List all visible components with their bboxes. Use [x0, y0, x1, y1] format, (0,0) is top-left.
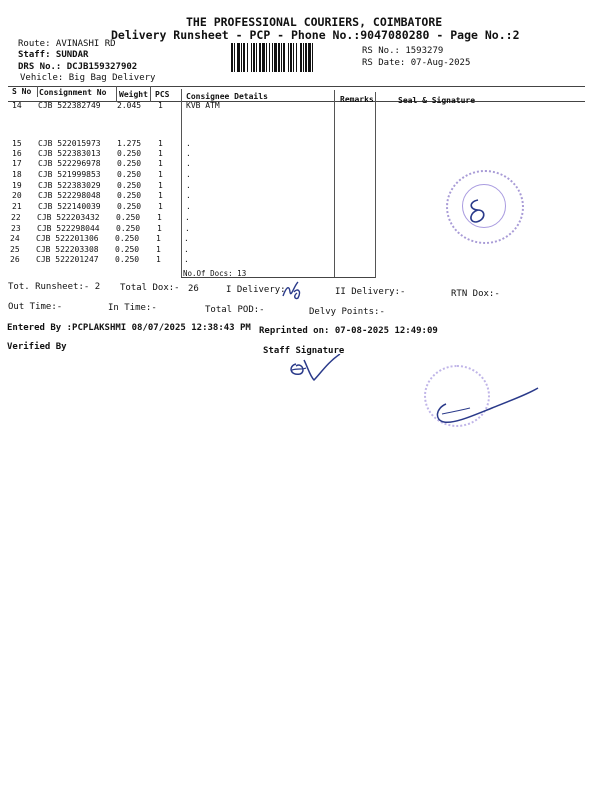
reprinted-on: Reprinted on: 07-08-2025 12:49:09	[259, 326, 438, 336]
row-consignee-details: .	[186, 202, 191, 211]
row-pcs: 1	[156, 245, 161, 254]
col-header-seal: Seal & Signature	[398, 96, 476, 105]
ii-delivery-label: II Delivery:-	[335, 287, 406, 297]
seal-signature-icon	[462, 196, 492, 226]
row-weight: 0.250	[116, 213, 141, 222]
i-delivery-label: I Delivery:	[226, 285, 286, 295]
col-header-remarks: Remarks	[340, 95, 374, 104]
row-consignee-details: .	[186, 159, 191, 168]
row-consignee-details: .	[186, 149, 191, 158]
entered-by: Entered By :PCPLAKSHMI 08/07/2025 12:38:43 PM	[7, 323, 251, 333]
row-sno: 26	[10, 255, 20, 264]
row-consignee-details: .	[186, 170, 191, 179]
row-sno: 24	[10, 234, 20, 243]
row-weight: 2.045	[117, 101, 142, 110]
row-weight: 0.250	[115, 255, 140, 264]
col-header-consignment: Consignment No	[39, 88, 107, 97]
row-sno: 21	[12, 202, 22, 211]
rs-number: RS No.: 1593279	[362, 46, 444, 56]
row-weight: 0.250	[117, 159, 142, 168]
row-consignee-details: .	[186, 191, 191, 200]
tot-runsheet: Tot. Runsheet:- 2	[8, 282, 101, 292]
vehicle-label: Vehicle: Big Bag Delivery	[20, 73, 156, 83]
row-consignment-no: CJB 522298044	[37, 224, 100, 233]
drs-number: DRS No.: DCJB159327902	[18, 62, 138, 72]
row-consignment-no: CJB 522383013	[38, 149, 101, 158]
row-pcs: 1	[156, 234, 161, 243]
row-consignment-no: CJB 521999853	[38, 170, 101, 179]
total-pod-label: Total POD:-	[205, 305, 265, 315]
col-header-weight: Weight	[119, 90, 148, 99]
row-weight: 0.250	[115, 245, 140, 254]
row-pcs: 1	[157, 213, 162, 222]
staff-signature-label: Staff Signature	[263, 346, 345, 356]
row-pcs: 1	[158, 170, 163, 179]
row-consignee-details: .	[186, 181, 191, 190]
row-consignment-no: CJB 522201306	[36, 234, 99, 243]
total-dox-value: 26	[188, 284, 199, 294]
row-weight: 0.250	[117, 181, 142, 190]
row-weight: 1.275	[117, 139, 142, 148]
row-weight: 0.250	[117, 202, 142, 211]
row-sno: 20	[12, 191, 22, 200]
table-row	[0, 101, 600, 112]
row-pcs: 1	[156, 255, 161, 264]
row-pcs: 1	[158, 101, 163, 110]
rs-date: RS Date: 07-Aug-2025	[362, 58, 471, 68]
row-consignment-no: CJB 522383029	[38, 181, 101, 190]
row-weight: 0.250	[116, 224, 141, 233]
verified-by: Verified By	[7, 342, 67, 352]
row-pcs: 1	[158, 181, 163, 190]
row-weight: 0.250	[115, 234, 140, 243]
row-consignment-no: CJB 522201247	[36, 255, 99, 264]
row-consignee-details: .	[184, 245, 189, 254]
row-pcs: 1	[158, 191, 163, 200]
row-weight: 0.250	[117, 149, 142, 158]
row-pcs: 1	[158, 149, 163, 158]
row-sno: 22	[11, 213, 21, 222]
table-row	[0, 159, 600, 170]
row-sno: 16	[12, 149, 22, 158]
barcode-image	[231, 43, 357, 72]
route-label: Route: AVINASHI RD	[18, 39, 116, 49]
row-sno: 23	[11, 224, 21, 233]
barcode-bar	[313, 43, 315, 72]
col-divider	[116, 86, 117, 102]
col-divider	[37, 86, 38, 97]
no-of-docs: No.Of Docs: 13	[183, 269, 247, 278]
row-weight: 0.250	[117, 191, 142, 200]
delvy-points-label: Delvy Points:-	[309, 307, 385, 317]
handwritten-mark-icon	[280, 278, 306, 302]
row-consignee-details: .	[185, 224, 190, 233]
staff-label: Staff: SUNDAR	[18, 50, 89, 60]
row-consignee-details: KVB ATM	[186, 101, 220, 110]
row-consignment-no: CJB 522296978	[38, 159, 101, 168]
col-header-consignee: Consignee Details	[186, 92, 268, 101]
row-consignment-no: CJB 522015973	[38, 139, 101, 148]
row-sno: 17	[12, 159, 22, 168]
row-pcs: 1	[158, 159, 163, 168]
row-pcs: 1	[158, 139, 163, 148]
row-sno: 19	[12, 181, 22, 190]
row-consignee-details: .	[185, 213, 190, 222]
row-consignee-details: .	[184, 255, 189, 264]
row-consignee-details: .	[184, 234, 189, 243]
row-sno: 15	[12, 139, 22, 148]
row-consignment-no: CJB 522203308	[36, 245, 99, 254]
company-title: THE PROFESSIONAL COURIERS, COIMBATORE	[186, 15, 443, 29]
row-consignment-no: CJB 522140039	[38, 202, 101, 211]
row-sno: 18	[12, 170, 22, 179]
row-consignment-no: CJB 522298048	[38, 191, 101, 200]
staff-signature-icon	[284, 354, 344, 386]
row-weight: 0.250	[117, 170, 142, 179]
second-signature-icon	[432, 386, 540, 426]
row-consignment-no: CJB 522382749	[38, 101, 101, 110]
row-consignment-no: CJB 522203432	[37, 213, 100, 222]
row-sno: 25	[10, 245, 20, 254]
row-pcs: 1	[157, 224, 162, 233]
out-time-label: Out Time:-	[8, 302, 63, 312]
row-pcs: 1	[158, 202, 163, 211]
rtn-dox-label: RTN Dox:-	[451, 289, 500, 299]
row-sno: 14	[12, 101, 22, 110]
col-header-pcs: PCS	[155, 90, 170, 99]
table-row	[0, 234, 600, 245]
table-row	[0, 255, 600, 266]
row-consignee-details: .	[186, 139, 191, 148]
in-time-label: In Time:-	[108, 303, 157, 313]
total-dox-label: Total Dox:-	[120, 283, 180, 293]
col-divider	[150, 86, 151, 102]
table-top-border	[8, 86, 585, 87]
col-header-sno: S No	[12, 87, 32, 96]
runsheet-subtitle: Delivery Runsheet - PCP - Phone No.:9047080280 - Page No.:2	[111, 28, 520, 42]
